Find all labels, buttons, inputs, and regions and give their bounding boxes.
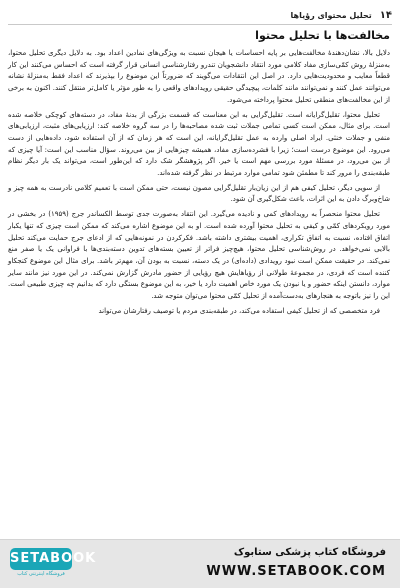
paragraph: فرد متخصصی که از تحلیل کیفی استفاده می‌کند، در طبقه‌بندی مردم یا توصیف رفتارشان می‌تواند bbox=[98, 306, 380, 315]
running-head bbox=[10, 8, 392, 22]
footer-banner bbox=[0, 539, 400, 588]
header-divider bbox=[8, 24, 392, 25]
page-number: ۱۴ bbox=[379, 9, 392, 21]
body-text bbox=[8, 48, 390, 320]
section-heading: مخالفت‌ها با تحلیل محتوا bbox=[255, 29, 390, 42]
paragraph: تحلیل محتوا منحصراً به رویدادهای کمی و نادیده می‌گیرد. این انتقاد به‌صورت جدی توسط الکساندر جرج (۱۹۵۹) در بخشی در مورد رویکردهای کمّی و کیفی به تحلیل محتوا آورده شده است. او به این موضوع اشاره می‌کند که ممکن است چیزی که تنها یکبار اتفاق افتاده، نسبت به اتفاق تکراری، اهمیت بیشتری داشته باشد. فکرکردن در نمونه‌هایی که از ادعای جرج حمایت می‌کند تحلیل بالایی نمی‌خواهد. در روش‌شناسی تحلیل محتوا، هیچ‌چیز فراتر از تعیین بسته‌های تدوین دسته‌بندی‌ها با فراوانی یک یا صفر منع نمی‌کند. در حقیقت ممکن است نبود رویدادی (داده‌ای) در یک دسته، نسبت به بودن آن، مهم‌تر باشد. برای مثال این موضوع کنجکاو کننده است که فردی، در مجموعهٔ طولانی از رؤیاهایش هیچ رؤیایی از حضور مادرش گزارش نمی‌کند. در این مورد نیز مانند سایر موارد، دانستن اینکه حضور و یا نبودن یک مورد خاص اهمیت دارد یا خیر، به این موضوع بستگی دارد که بدانیم چه چیزی طبیعی است. این را نیز باتوجه به هنجارهای به‌دست‌آمده از تحلیل کمّی محتوا می‌توان متوجه شد. bbox=[8, 210, 390, 301]
logo-tagline: فروشگاه اینترنتی کتاب bbox=[17, 571, 65, 577]
setabook-logo[interactable] bbox=[10, 546, 97, 580]
watermark-fade bbox=[0, 500, 400, 540]
logo-mark: SETABOOK bbox=[10, 548, 72, 570]
paragraph: تحلیل محتوا، تقلیل‌گرایانه است. تقلیل‌گرایی به این معناست که قسمت بزرگی از بدنهٔ مفاد، در دسته‌های کوچکی خلاصه شده است. برای مثال، ممکن است کسی تمامی جملات ثبت شده مصاحبه‌ها را در سه گروه خلاصه کند: ارزیابی‌های مثبت، ارزیابی‌های منفی و جملات خنثی. ایراد اصلی وارده به عمل تقلیل‌گرایانه، این است که هر زمان که از آن استفاده شود، داده‌هایی از دست می‌رود. این موضوع درست است؛ زیرا با فشرده‌سازی مفاد، همیشه چیزهایی از بین می‌روند. سؤال مناسب این است: آیا چیزی که از بین می‌رود، در مسئلهٔ مورد بررسی مهم است یا خیر. اگر پژوهشگر شک دارد که این‌طور است، می‌تواند یک بار دیگر نظام طبقه‌بندی را مرور کند تا مطمئن شود تمامی موارد مرتبط در نظر گرفته شده‌اند. bbox=[8, 110, 390, 178]
paragraph: دلایل بالا، نشان‌دهندهٔ مخالفت‌هایی بر پایه احساسات یا هیجان نسبت به ویژگی‌های نمادین اعداد بود. به دلایل دیگری تحلیل محتوا، به‌منزلهٔ روش کمّی‌سازی مفاد کلامی مورد انتقاد دانشجویان تندرو رفتارشناسی انسانی قرار گرفته است که احساس می‌کنند این کار قطعاً معایب و محدودیت‌هایی دارد. در اصل این انتقادات می‌گویند که ضرورتاً این موضوع را بپذیرند که اعداد فقط به‌منزلهٔ نشانه می‌توانند عمل کنند و نمی‌توانند مانند کلمات، پیچیدگی حقیقی رویدادهای واقعی را به طور مؤثر یا کامل‌تر منتقل کنند. اکنون به برخی از این مخالفت‌های منطقی تحلیل محتوا پرداخته می‌شود. bbox=[8, 49, 390, 104]
store-name: فروشگاه کتاب پزشکی ستابوک bbox=[233, 547, 386, 558]
store-url-link[interactable]: WWW.SETABOOK.COM bbox=[206, 564, 386, 579]
chapter-title: تحلیل محتوای رؤیاها bbox=[290, 10, 372, 20]
paragraph: از سویی دیگر، تحلیل کیفی هم از این زیان‌بار تقلیل‌گرایی مصون نیست، حتی ممکن است با تعمیم کلامی نادرست به همه چیز و شاخ‌وبرگ دادن به این اثرات، باعث شکل‌گیری آن شود. bbox=[8, 183, 390, 204]
